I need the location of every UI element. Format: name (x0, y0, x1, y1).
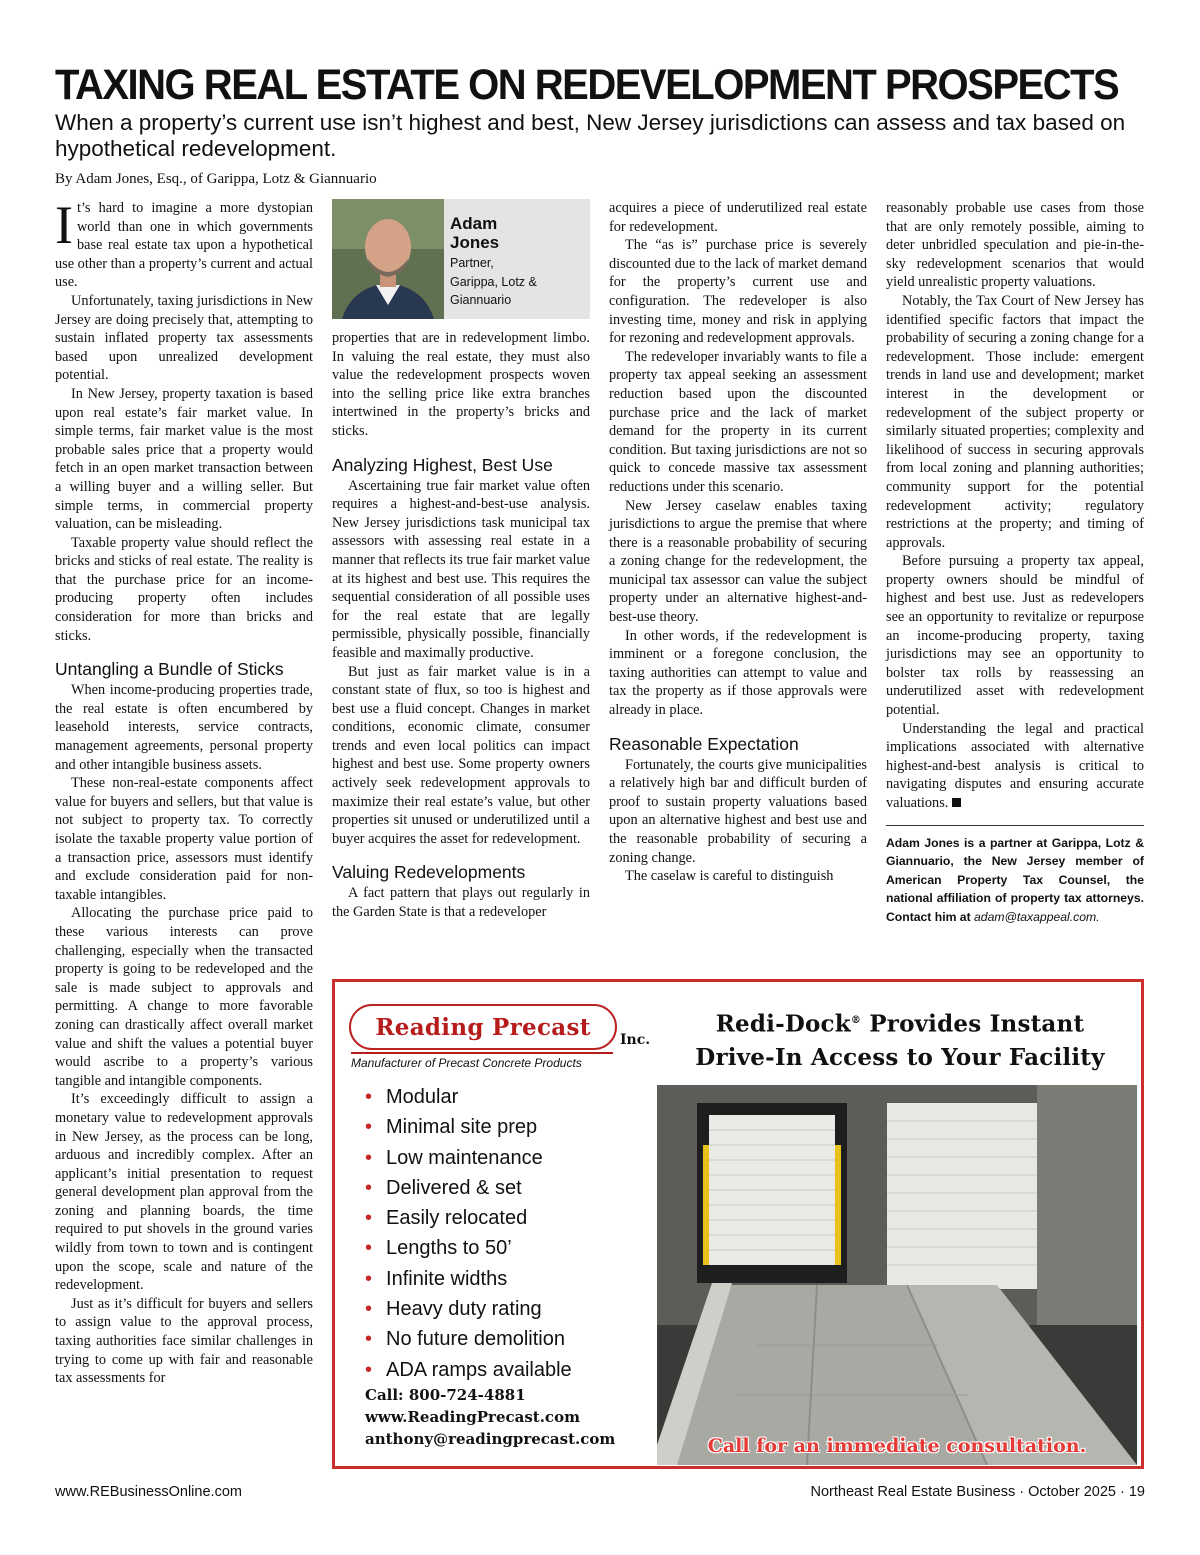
paragraph: reasonably probable use cases from those that are only remotely possible, aiming to deter unbridled speculation and pie-in-the-sky redevelopment scenarios that would yield unrealistic property valuations. (886, 200, 1144, 291)
paragraph: A fact pattern that plays out regularly in the Garden State is that a redeveloper (332, 885, 590, 921)
byline: By Adam Jones, Esq., of Garippa, Lotz & Giannuario (55, 171, 377, 187)
column-2 (332, 199, 590, 922)
end-mark-icon (952, 798, 961, 807)
author-email-link[interactable]: adam@taxappeal.com. (974, 909, 1100, 924)
list-item: • Infinite widths (365, 1267, 508, 1290)
logo-inc: Inc. (620, 1032, 651, 1048)
list-item: • ADA ramps available (365, 1358, 572, 1381)
bullet-icon: • (365, 1146, 373, 1169)
bullet-icon: • (365, 1116, 373, 1139)
list-item: • Delivered & set (365, 1176, 522, 1199)
paragraph: But just as fair market value is in a constant state of flux, so too is highest and best use a fluid concept. Changes in market conditions, economic climate, consumer trends and even local politics can impact highest and best use. Some property owners actively seek redevelopment approvals to maximize their real estate’s value, but other properties sit unused or underutilized until a buyer acquires the asset for redevelopment. (332, 663, 590, 847)
profile-name: Adam Jones (450, 214, 500, 252)
list-item: • Easily relocated (365, 1207, 528, 1230)
footer-website[interactable]: www.REBusinessOnline.com (55, 1484, 242, 1500)
ad-phone[interactable]: Call: 800-724-4881 (365, 1386, 526, 1404)
subhead-untangling: Untangling a Bundle of Sticks (55, 659, 284, 680)
paragraph: When income-producing properties trade, the real estate is often encumbered by leasehold interests, service contracts, management agreements, personal property and other intangible business assets. (55, 682, 313, 773)
paragraph: The redeveloper invariably wants to file a property tax appeal seeking an assessment reduction based upon the discounted purchase price and the lack of market demand for the property in its current condition. But taxing jurisdictions are not so quick to concede massive tax assessment reductions under this scenario. (609, 348, 867, 495)
paragraph: These non-real-estate components affect value for buyers and sellers, but that value is not subject to property tax. To correctly isolate the taxable property value portion of a transaction price, assessors must identify and exclude consideration paid for non-taxable intangibles. (55, 775, 313, 903)
headline: TAXING REAL ESTATE ON REDEVELOPMENT PROSPECTS (55, 61, 1119, 109)
column-3 (609, 199, 867, 886)
author-bio: Adam Jones is a partner at Garippa, Lotz & Giannuario, the New Jersey member of American Property Tax Counsel, the national affiliation of property tax attorneys. Contact him at adam@taxappeal.com. (886, 825, 1144, 927)
paragraph: Just as it’s difficult for buyers and sellers to assign value to the approval process, taxing authorities face similar challenges in trying to come up with fair and reasonable tax assessments for (55, 1295, 313, 1387)
paragraph: It’s hard to imagine a more dystopian world than one in which governments base real estate tax upon a hypothetical use other than a property’s current and actual use. (55, 195, 313, 291)
paragraph: Before pursuing a property tax appeal, property owners should be mindful of highest and best use. Just as redevelopers see an opportunity to revitalize or repurpose an income-producing property, taxing jurisdictions may see an opportunity to bolster tax rolls by reassessing an underutilized asset with redevelopment potential. (886, 553, 1144, 719)
subhead-reasonable: Reasonable Expectation (609, 733, 799, 754)
ad-call-to-action: Call for an immediate consultation. (707, 1435, 1087, 1457)
paragraph: Understanding the legal and practical implications associated with alternative highest-and-best analysis is critical to navigating disputes and ensuring accurate valuations. (886, 720, 1144, 811)
paragraph: Allocating the purchase price paid to these various interests can prove challenging, especially when the transacted property is going to be redeveloped and the sale is made subject to approvals and permitting. A change to more favorable zoning can drastically affect overall market value and shift the values a potential buyer would ascribe to a property’s various tangible and intangible components. (55, 905, 313, 1089)
reading-precast-logo: Reading Precast (349, 1004, 617, 1050)
bullet-icon: • (365, 1267, 373, 1290)
column-4 (886, 199, 1144, 926)
bullet-icon: • (365, 1328, 373, 1351)
list-item: • Heavy duty rating (365, 1298, 542, 1321)
paragraph: Unfortunately, taxing jurisdictions in New Jersey are doing precisely that, attempting to sustain inflated property tax assessments based upon unrealized development potential. (55, 292, 313, 384)
paragraph: properties that are in redevelopment limbo. In valuing the real estate, they must also value the redevelopment prospects woven into the selling price like extra branches intertwined in the property’s bricks and sticks. (332, 330, 590, 439)
list-item: • Lengths to 50’ (365, 1237, 512, 1260)
paragraph: New Jersey caselaw enables taxing jurisdictions to argue the premise that where there is a reasonable probability of securing a zoning change for the redevelopment, the municipal tax assessor can value the subject property under an alternative highest-and-best-use theory. (609, 497, 867, 626)
list-item: • Minimal site prep (365, 1116, 538, 1139)
deck: When a property’s current use isn’t highest and best, New Jersey jurisdictions can assess and tax based on hypothetical redevelopment. (55, 110, 1126, 161)
paragraph: In New Jersey, property taxation is based upon real estate’s fair market value. In simple terms, fair market value is the most probable sales price that a property would fetch in an open market transaction between a willing buyer and a willing seller. But simple terms, in commercial property valuation, can be misleading. (55, 385, 313, 533)
paragraph: Taxable property value should reflect the bricks and sticks of real estate. The reality is that the purchase price for an income-producing property often includes consideration for more than bricks and sticks. (55, 534, 313, 644)
ad-email-link[interactable]: anthony@readingprecast.com (365, 1430, 616, 1448)
bullet-icon: • (365, 1298, 373, 1321)
list-item: • Modular (365, 1086, 459, 1108)
list-item: • Low maintenance (365, 1146, 543, 1169)
profile-role: Partner, Garippa, Lotz & Giannuario (450, 256, 537, 307)
list-item: • No future demolition (365, 1328, 565, 1351)
bullet-icon: • (365, 1176, 373, 1199)
column-1 (55, 195, 313, 1388)
ad-contact (365, 1384, 615, 1450)
loading-dock-illustration (657, 1085, 1137, 1465)
paragraph: Fortunately, the courts give municipalities a relatively high bar and difficult burden of proof to sustain property valuations based upon an alternative highest and best use and the reasonable probability of securing a zoning change. (609, 756, 867, 866)
author-profile-box (332, 199, 590, 319)
drop-cap: I (55, 195, 73, 255)
paragraph: It’s exceedingly difficult to assign a monetary value to redevelopment approvals in New Jersey, as the process can be long, arduous and incredibly complex. After an applicant’s initial presentation to request general development plan approval from the zoning and planning boards, the time required to put shovels in the ground varies wildly from town to town and is contingent upon the scope, scale and nature of the redevelopment. (55, 1091, 313, 1294)
paragraph: Ascertaining true fair market value often requires a highest-and-best-use analysis. New Jersey jurisdictions task municipal tax assessors with assessing real estate in a manner that reflects its true fair market value at its highest and best use. This requires the sequential consideration of all possible uses for the real estate that are legally permissible, physically possible, financially feasible and maximally productive. (332, 477, 590, 661)
subhead-valuing: Valuing Redevelopments (332, 862, 526, 883)
paragraph: In other words, if the redevelopment is imminent or a foregone conclusion, the taxing authorities can attempt to value and tax the property as if those approvals were already in place. (609, 627, 867, 719)
footer-publication-info: Northeast Real Estate Business · October 2025 · 19 (810, 1484, 1145, 1500)
paragraph: The “as is” purchase price is severely discounted due to the lack of market demand for the property’s current use and configuration. The redeveloper is also investing time, money and risk in applying for rezoning and redevelopment approvals. (609, 237, 867, 347)
bullet-icon: • (365, 1237, 373, 1260)
bullet-icon: • (365, 1086, 373, 1108)
bullet-icon: • (365, 1207, 373, 1230)
paragraph: acquires a piece of underutilized real estate for redevelopment. (609, 200, 867, 235)
ad-feature-list (365, 1082, 572, 1385)
bullet-icon: • (365, 1358, 373, 1381)
loading-dock-photo (657, 1085, 1137, 1465)
paragraph: The caselaw is careful to distinguish (625, 868, 834, 885)
ad-website-link[interactable]: www.ReadingPrecast.com (365, 1408, 580, 1426)
author-photo (332, 199, 444, 319)
subhead-analyzing: Analyzing Highest, Best Use (332, 454, 553, 475)
ad-tagline: Manufacturer of Precast Concrete Products (351, 1052, 613, 1070)
paragraph: Notably, the Tax Court of New Jersey has identified specific factors that impact the probability of securing a zoning change for a redevelopment. Those include: emergent trends in land use and development; market interest in the development or redevelopment of the subject property or similarly situated properties; complexity and likelihood of success in securing approvals from local zoning and planning authorities; community support for the potential redevelopment activity; regulatory restrictions at the property; and timing of approvals. (886, 292, 1144, 551)
reading-precast-ad[interactable] (332, 979, 1144, 1469)
ad-headline: Redi-Dock® Provides Instant Drive-In Access to Your Facility (695, 1010, 1105, 1071)
